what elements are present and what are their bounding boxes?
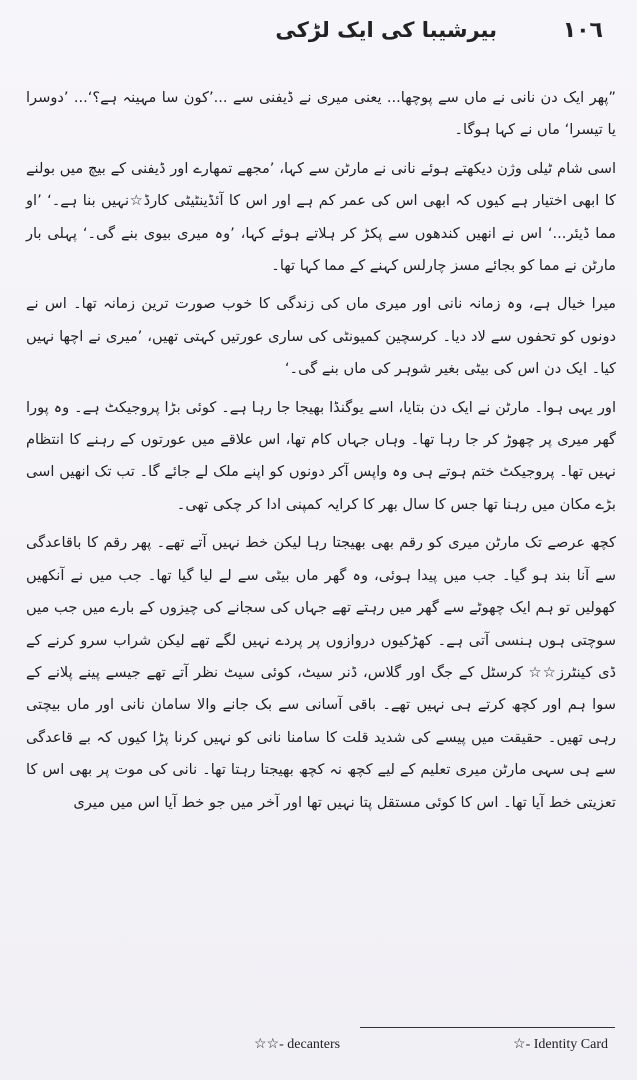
body-text: [26, 82, 616, 825]
page-header: [0, 18, 637, 62]
paragraph-4: اور یہی ہوا۔ مارٹن نے ایک دن بتایا، اسے یوگنڈا بھیجا جا رہا ہے۔ کوئی بڑا پروجیکٹ ہے۔ وہ پورا گھر میری پر چھوڑ کر جا رہا تھا۔ وہاں جہاں کام تھا، اس علاقے میں عورتوں کے رہنے کا انتظام نہیں تھا۔ پروجیکٹ ختم ہوتے ہی وہ واپس آکر دونوں کو اپنے ملک لے جائے گا۔ تب تک انھیں اسی بڑے مکان میں رہنا تھا جس کا سال بھر کا کرایہ کمپنی ادا کر چکی تھی۔: [26, 398, 616, 513]
footnote-decanters: ☆☆- decanters: [254, 1037, 341, 1052]
footnote-identity-card: ☆- Identity Card: [513, 1037, 608, 1052]
page-number: ١٠٦: [562, 18, 603, 43]
footnotes: [26, 1036, 616, 1060]
paragraph-5: کچھ عرصے تک مارٹن میری کو رقم بھی بھیجتا رہا لیکن خط نہیں آتے تھے۔ پھر رقم کا باقاعدگی سے آنا بند ہو گیا۔ جب میں پیدا ہوئی، وہ گھر ماں بیٹی سے لے لیا گیا تھا۔ جب میں نے آنکھیں کھولیں تو ہم ایک چھوٹے سے گھر میں رہتے تھے جہاں کی سجانے کی چیزوں کے بارے میں جب میں سوچتی ہوں ہنسی آتی ہے۔ کھڑکیوں دروازوں پر پردے نہیں لگے تھے لیکن شراب سرو کرنے کے ڈی کینٹرز☆☆ کرسٹل کے جگ اور گلاس، ڈنر سیٹ، کوئی سیٹ نظر آتے تھے جیسے پینے پلانے کے سوا ہم اور کچھ کرتے ہی نہیں تھے۔ باقی آسانی سے بک جانے والا سامان نانی اور ماں بیچتی رہی تھیں۔ حقیقت میں پیسے کی شدید قلت کا سامنا نانی کو نہیں کرنا پڑا کیوں کہ بے قاعدگی سے ہی سہی مارٹن میری تعلیم کے لیے کچھ نہ کچھ بھیجتا رہتا تھا۔ نانی کی موت پر بھی اس کا تعزیتی خط آیا تھا۔ اس کا کوئی مستقل پتا نہیں تھا اور آخر میں جو خط آیا اس میں میری: [26, 534, 616, 811]
paragraph-1: ”پھر ایک دن نانی نے ماں سے پوچھا... یعنی میری نے ڈیفنی سے ...’کون سا مہینہ ہے؟‘... ’دوسرا یا تیسرا‘ ماں نے کہا ہوگا۔: [26, 89, 616, 139]
footnote-divider: [360, 1027, 615, 1028]
paragraph-3: میرا خیال ہے، وہ زمانہ نانی اور میری ماں کی زندگی کا خوب صورت ترین زمانہ تھا۔ اس نے دونوں کو تحفوں سے لاد دیا۔ کرسچین کمیونٹی کی ساری عورتیں کہتی تھیں، ’میری نے اچھا نہیں کیا۔ ایک دن اس کی بیٹی بغیر شوہر کی ماں بنے گی۔‘: [26, 295, 616, 378]
paragraph-2: اسی شام ٹیلی وژن دیکھتے ہوئے نانی نے مارٹن سے کہا، ’مجھے تمھارے اور ڈیفنی کے بیچ میں بولنے کا ابھی اختیار ہے کیوں کہ ابھی اس کی عمر کم ہے اور اس کا آئڈینٹیٹی کارڈ☆نہیں بنا ہے۔‘ ’او مما ڈیئر...‘ اس نے انھیں کندھوں سے پکڑ کر ہلاتے ہوئے کہا، ’وہ میری بیوی بنے گی۔‘ پہلی بار مارٹن نے مما کو بجائے مسز چارلس کہنے کے مما کہا تھا۔: [26, 159, 616, 275]
running-title: بیرشیبا کی ایک لڑکی: [275, 18, 497, 42]
